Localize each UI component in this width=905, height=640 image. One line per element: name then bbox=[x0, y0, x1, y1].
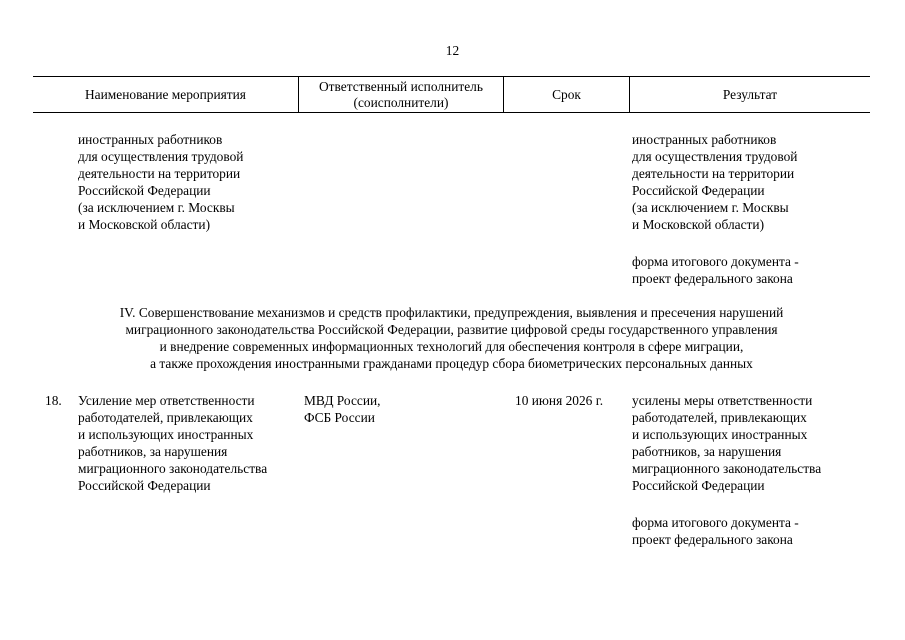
header-col-name: Наименование мероприятия bbox=[85, 86, 246, 102]
table-header bbox=[33, 76, 870, 113]
header-col-result: Результат bbox=[629, 77, 870, 112]
header-col-deadline: Срок bbox=[503, 77, 629, 112]
header-col-executor bbox=[298, 77, 503, 112]
section-title: IV. Совершенствование механизмов и средств профилактики, предупреждения, выявления и пресечения нарушений миграционного законодательства Российской Федерации, развитие цифровой среды государственного управления и внедрение современных информационных технологий для обеспечения контроля в сфере миграции, а также прохождения иностранными гражданами процедур сбора биометрических персональных данных bbox=[119, 305, 784, 371]
page-number: 12 bbox=[445, 43, 460, 58]
continuation-result: иностранных работников для осуществления трудовой деятельности на территории Российской Федерации (за исключением г. Москвы и Московской области) bbox=[632, 132, 798, 232]
row-deadline: 10 июня 2026 г. bbox=[515, 393, 604, 408]
row-result: усилены меры ответственности работодателей, привлекающих и использующих иностранных работников, за нарушения миграционного законодательства Российской Федерации bbox=[632, 393, 822, 493]
continuation-name: иностранных работников для осуществления трудовой деятельности на территории Российской Федерации (за исключением г. Москвы и Московской области) bbox=[78, 132, 244, 232]
row-name: Усиление мер ответственности работодателей, привлекающих и использующих иностранных работников, за нарушения миграционного законодательства Российской Федерации bbox=[78, 393, 268, 493]
row-result-doc: форма итогового документа - проект федерального закона bbox=[632, 515, 799, 547]
row-number: 18. bbox=[45, 393, 62, 408]
row-executor: МВД России, ФСБ России bbox=[304, 393, 381, 425]
header-col-executor-line1: Ответственный исполнитель bbox=[319, 78, 483, 94]
header-col-executor-line2: (соисполнители) bbox=[353, 94, 449, 110]
continuation-result-doc: форма итогового документа - проект федерального закона bbox=[632, 254, 799, 286]
